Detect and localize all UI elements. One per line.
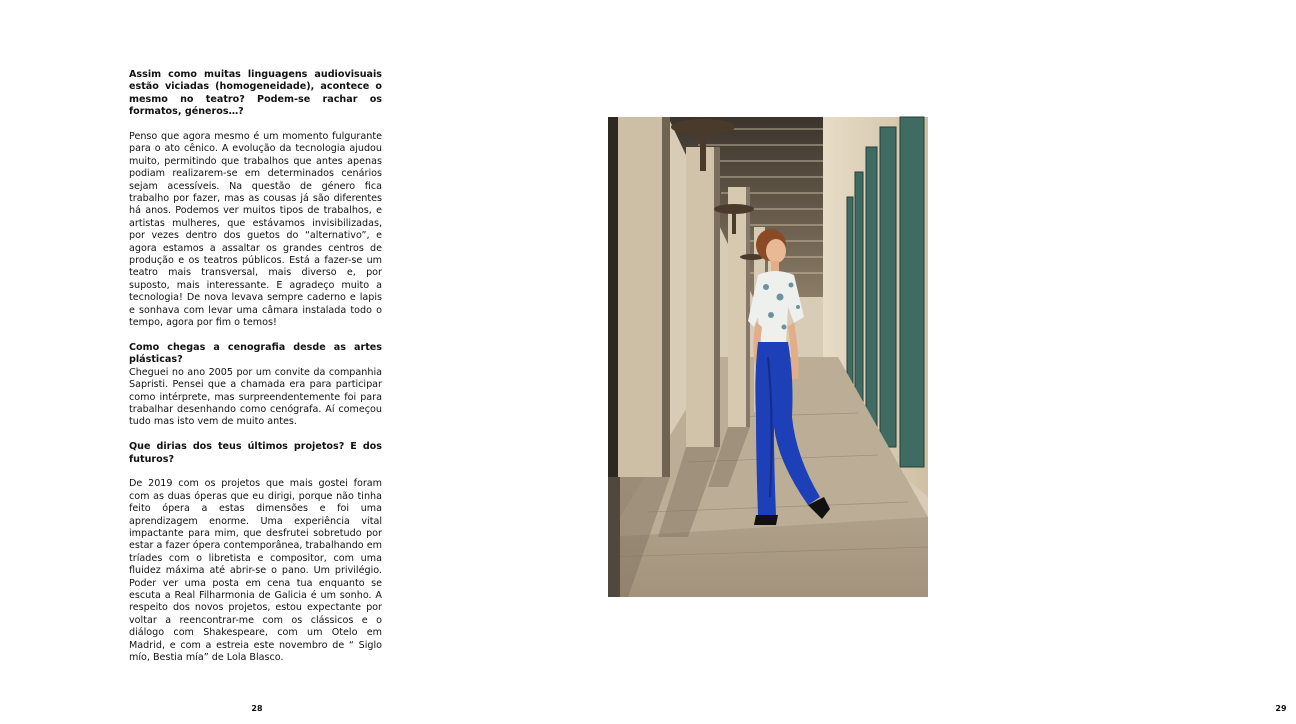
interview-question: Como chegas a cenografia desde as artes plásticas? — [129, 341, 382, 366]
interview-question: Que dirias dos teus últimos projetos? E dos futuros? — [129, 441, 382, 465]
portrait-photo — [608, 117, 928, 597]
left-page — [0, 0, 512, 724]
interview-answer: Penso que agora mesmo é um momento fulgurante para o ato cênico. A evolução da tecnologia ajudou muito, permitindo que trabalhos que antes apenas podiam realizarem-se em determinados cenários sejam acessíveis. Na questão de género fica trabalho por fazer, mas as cousas já são diferentes há anos. Podemos ver muitos tipos de trabalhos, e artistas mulheres, que estávamos invisibilizadas, por vezes dentro dos guetos do “alternativo”, e agora estamos a assaltar os grandes centros de produção e os teatros públicos. Está a fazer-se um teatro mais transversal, mais diverso e, por suposto, mais interessante. E agradeço muito a tecnologia! De nova levava sempre caderno e lapis e sonhava com levar uma câmara instalada todo o tempo, agora por fim o temos! — [129, 131, 382, 329]
interview-text-column — [129, 69, 382, 664]
interview-answer: De 2019 com os projetos que mais gostei foram com as duas óperas que eu dirigi, porque não tinha feito ópera a estas dimensões e foi uma aprendizagem enorme. Uma experiência vital impactante para mim, que desfrutei sobretudo por estar a fazer ópera contemporânea, trabalhando em tríades com o libretista e compositor, com uma fluidez máxima até abrir-se o pano. Um privilégio. Poder ver uma posta em cena tua enquanto se escuta a Real Filharmonia de Galicia é um sonho. A respeito dos novos projetos, estou expectante por voltar a reencontrar-me com os clássicos e o diálogo com Shakespeare, com um Otelo em Madrid, e com a estreia este novembro de “ Siglo mío, Bestia mía” de Lola Blasco. — [129, 478, 382, 664]
portrait-photo-illustration — [608, 117, 928, 597]
page-number-right: 29 — [1275, 704, 1287, 713]
interview-answer: Cheguei no ano 2005 por um convite da companhia Sapristi. Pensei que a chamada era para participar como intérprete, mas surpreendentemente foi para trabalhar desenhando como cenógrafa. Aí começou tudo mas isto vem de muito antes. — [129, 366, 382, 428]
page-number-left: 28 — [251, 704, 263, 713]
interview-question: Assim como muitas linguagens audiovisuais estão viciadas (homogeneidade), acontece o mesmo no teatro? Podem-se rachar os formatos, géneros…? — [129, 69, 382, 118]
